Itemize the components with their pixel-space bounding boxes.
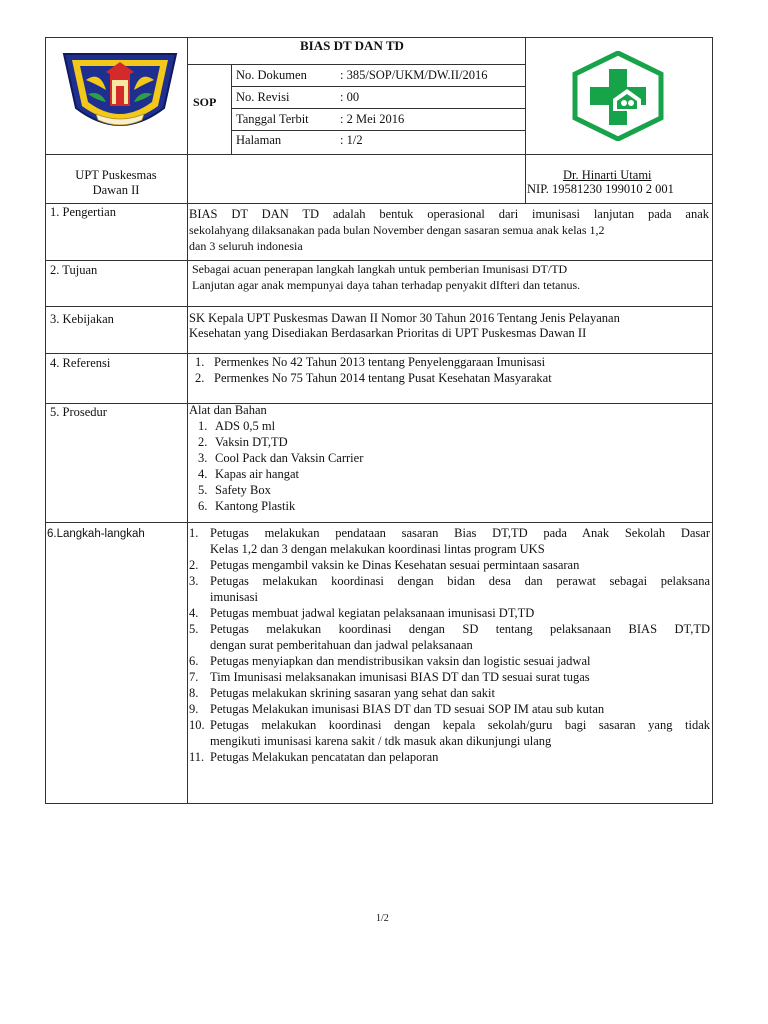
row-line-6 (45, 522, 713, 523)
tujuan-line-1: Sebagai acuan penerapan langkah langkah untuk pemberian Imunisasi DT/TD (192, 262, 568, 276)
langkah-item-number: 7. (189, 670, 199, 684)
document-title: BIAS DT DAN TD (300, 38, 404, 53)
meta-value-document-number: : 385/SOP/UKM/DW.II/2016 (340, 68, 488, 82)
langkah-item-number: 5. (189, 622, 199, 636)
langkah-item-number: 8. (189, 686, 199, 700)
table-border-bottom (45, 803, 713, 804)
prosedur-item-text: Kantong Plastik (215, 499, 296, 513)
langkah-item-text: Petugas mengambil vaksin ke Dinas Kesehatan sesuai permintaan sasaran (210, 558, 580, 572)
prosedur-item-number: 2. (198, 435, 208, 449)
prosedur-item-number: 4. (198, 467, 208, 481)
langkah-item-text-continued: imunisasi (210, 590, 258, 604)
langkah-item-number: 6. (189, 654, 199, 668)
meta-label-issue-date: Tanggal Terbit (236, 112, 309, 126)
section-label-prosedur: 5. Prosedur (50, 405, 107, 419)
langkah-item-number: 9. (189, 702, 199, 716)
langkah-item-number: 2. (189, 558, 199, 572)
section-label-pengertian: 1. Pengertian (50, 205, 116, 219)
langkah-item-number: 11. (189, 750, 205, 764)
prosedur-item-text: Cool Pack dan Vaksin Carrier (215, 451, 364, 465)
langkah-item-number: 1. (189, 526, 199, 540)
prosedur-item-number: 3. (198, 451, 208, 465)
meta-row-divider-3 (231, 130, 525, 131)
table-border-right (712, 37, 713, 804)
langkah-item-text: Petugas melakukan skrining sasaran yang sehat dan sakit (210, 686, 495, 700)
prosedur-item-number: 1. (198, 419, 208, 433)
kebijakan-line-1: SK Kepala UPT Puskesmas Dawan II Nomor 30 Tahun 2016 Tentang Jenis Pelayanan (189, 311, 620, 325)
org-name-line1: UPT Puskesmas (75, 168, 157, 182)
puskesmas-logo (571, 51, 665, 141)
header-bottom-line (45, 154, 713, 155)
regency-seal-logo (60, 50, 180, 142)
langkah-item-text: Petugas membuat jadwal kegiatan pelaksanaan imunisasi DT,TD (210, 606, 535, 620)
pengertian-line-3: dan 3 seluruh indonesia (189, 239, 303, 253)
org-name-line2: Dawan II (92, 183, 140, 197)
row-line-3 (45, 306, 713, 307)
prosedur-item-text: ADS 0,5 ml (215, 419, 276, 433)
referensi-item-2-number: 2. (195, 371, 205, 385)
langkah-item-text: Petugas melakukan koordinasi dengan kepala sekolah/guru bagi sasaran yang tidak (210, 718, 710, 732)
section-label-tujuan: 2. Tujuan (50, 263, 98, 277)
prosedur-intro: Alat dan Bahan (189, 403, 267, 417)
langkah-item-number: 3. (189, 574, 199, 588)
langkah-item-text-continued: dengan surat pemberitahuan dan jadwal pelaksanaan (210, 638, 473, 652)
langkah-item-text-continued: mengikuti imunisasi karena sakit / tdk masuk akan dikunjungi ulang (210, 734, 552, 748)
meta-value-issue-date: : 2 Mei 2016 (340, 112, 405, 126)
signer-nip: NIP. 19581230 199010 2 001 (527, 182, 674, 196)
prosedur-item-number: 6. (198, 499, 208, 513)
prosedur-item-number: 5. (198, 483, 208, 497)
langkah-item-text-continued: Kelas 1,2 dan 3 dengan melakukan koordinasi lintas program UKS (210, 542, 545, 556)
page-number: 1/2 (376, 913, 389, 924)
meta-label-document-number: No. Dokumen (236, 68, 307, 82)
row-line-1 (45, 203, 713, 204)
table-border-left (45, 37, 46, 804)
langkah-item-text: Petugas Melakukan imunisasi BIAS DT dan TD sesuai SOP IM atau sub kutan (210, 702, 605, 716)
pengertian-line-2: sekolahyang dilaksanakan pada bulan November dengan sasaran semua anak kelas 1,2 (189, 223, 605, 237)
signer-name: Dr. Hinarti Utami (563, 168, 652, 182)
referensi-item-2-text: Permenkes No 75 Tahun 2014 tentang Pusat Kesehatan Masyarakat (214, 371, 552, 385)
section-label-kebijakan: 3. Kebijakan (50, 312, 114, 326)
referensi-item-1-number: 1. (195, 355, 205, 369)
logo-column-divider (525, 37, 526, 203)
prosedur-item-text: Vaksin DT,TD (215, 435, 288, 449)
sop-label: SOP (193, 95, 217, 109)
langkah-item-text: Petugas Melakukan pencatatan dan pelaporan (210, 750, 439, 764)
label-column-divider (187, 37, 188, 804)
langkah-item-text: Petugas melakukan koordinasi dengan bidan desa dan perawat sebagai pelaksana (210, 574, 710, 588)
kebijakan-line-2: Kesehatan yang Disediakan Berdasarkan Prioritas di UPT Puskesmas Dawan II (189, 326, 587, 340)
section-label-referensi: 4. Referensi (50, 356, 111, 370)
prosedur-item-text: Safety Box (215, 483, 271, 497)
langkah-item-text: Petugas melakukan pendataan sasaran Bias DT,TD pada Anak Sekolah Dasar (210, 526, 710, 540)
prosedur-item-text: Kapas air hangat (215, 467, 299, 481)
section-label-langkah: 6.Langkah-langkah (47, 528, 145, 540)
pengertian-line-1: BIAS DT DAN TD adalah bentuk operasional dari imunisasi lanjutan pada anak (189, 207, 709, 221)
row-line-5 (45, 403, 713, 404)
meta-value-revision: : 00 (340, 90, 360, 104)
meta-label-page: Halaman (236, 133, 282, 147)
referensi-item-1-text: Permenkes No 42 Tahun 2013 tentang Penyelenggaraan Imunisasi (214, 355, 546, 369)
langkah-item-number: 10. (189, 718, 205, 732)
meta-label-revision: No. Revisi (236, 90, 290, 104)
meta-row-divider-1 (231, 86, 525, 87)
header-title-divider (187, 64, 525, 65)
langkah-item-text: Petugas melakukan koordinasi dengan SD tentang pelaksanaan BIAS DT,TD (210, 622, 710, 636)
langkah-item-text: Tim Imunisasi melaksanakan imunisasi BIAS DT dan TD sesuai surat tugas (210, 670, 590, 684)
tujuan-line-2: Lanjutan agar anak mempunyai daya tahan terhadap penyakit dIfteri dan tetanus. (192, 278, 581, 292)
langkah-item-number: 4. (189, 606, 199, 620)
sop-column-divider (231, 64, 232, 154)
langkah-item-text: Petugas menyiapkan dan mendistribusikan vaksin dan logistic sesuai jadwal (210, 654, 591, 668)
meta-row-divider-2 (231, 108, 525, 109)
meta-value-page: : 1/2 (340, 133, 363, 147)
